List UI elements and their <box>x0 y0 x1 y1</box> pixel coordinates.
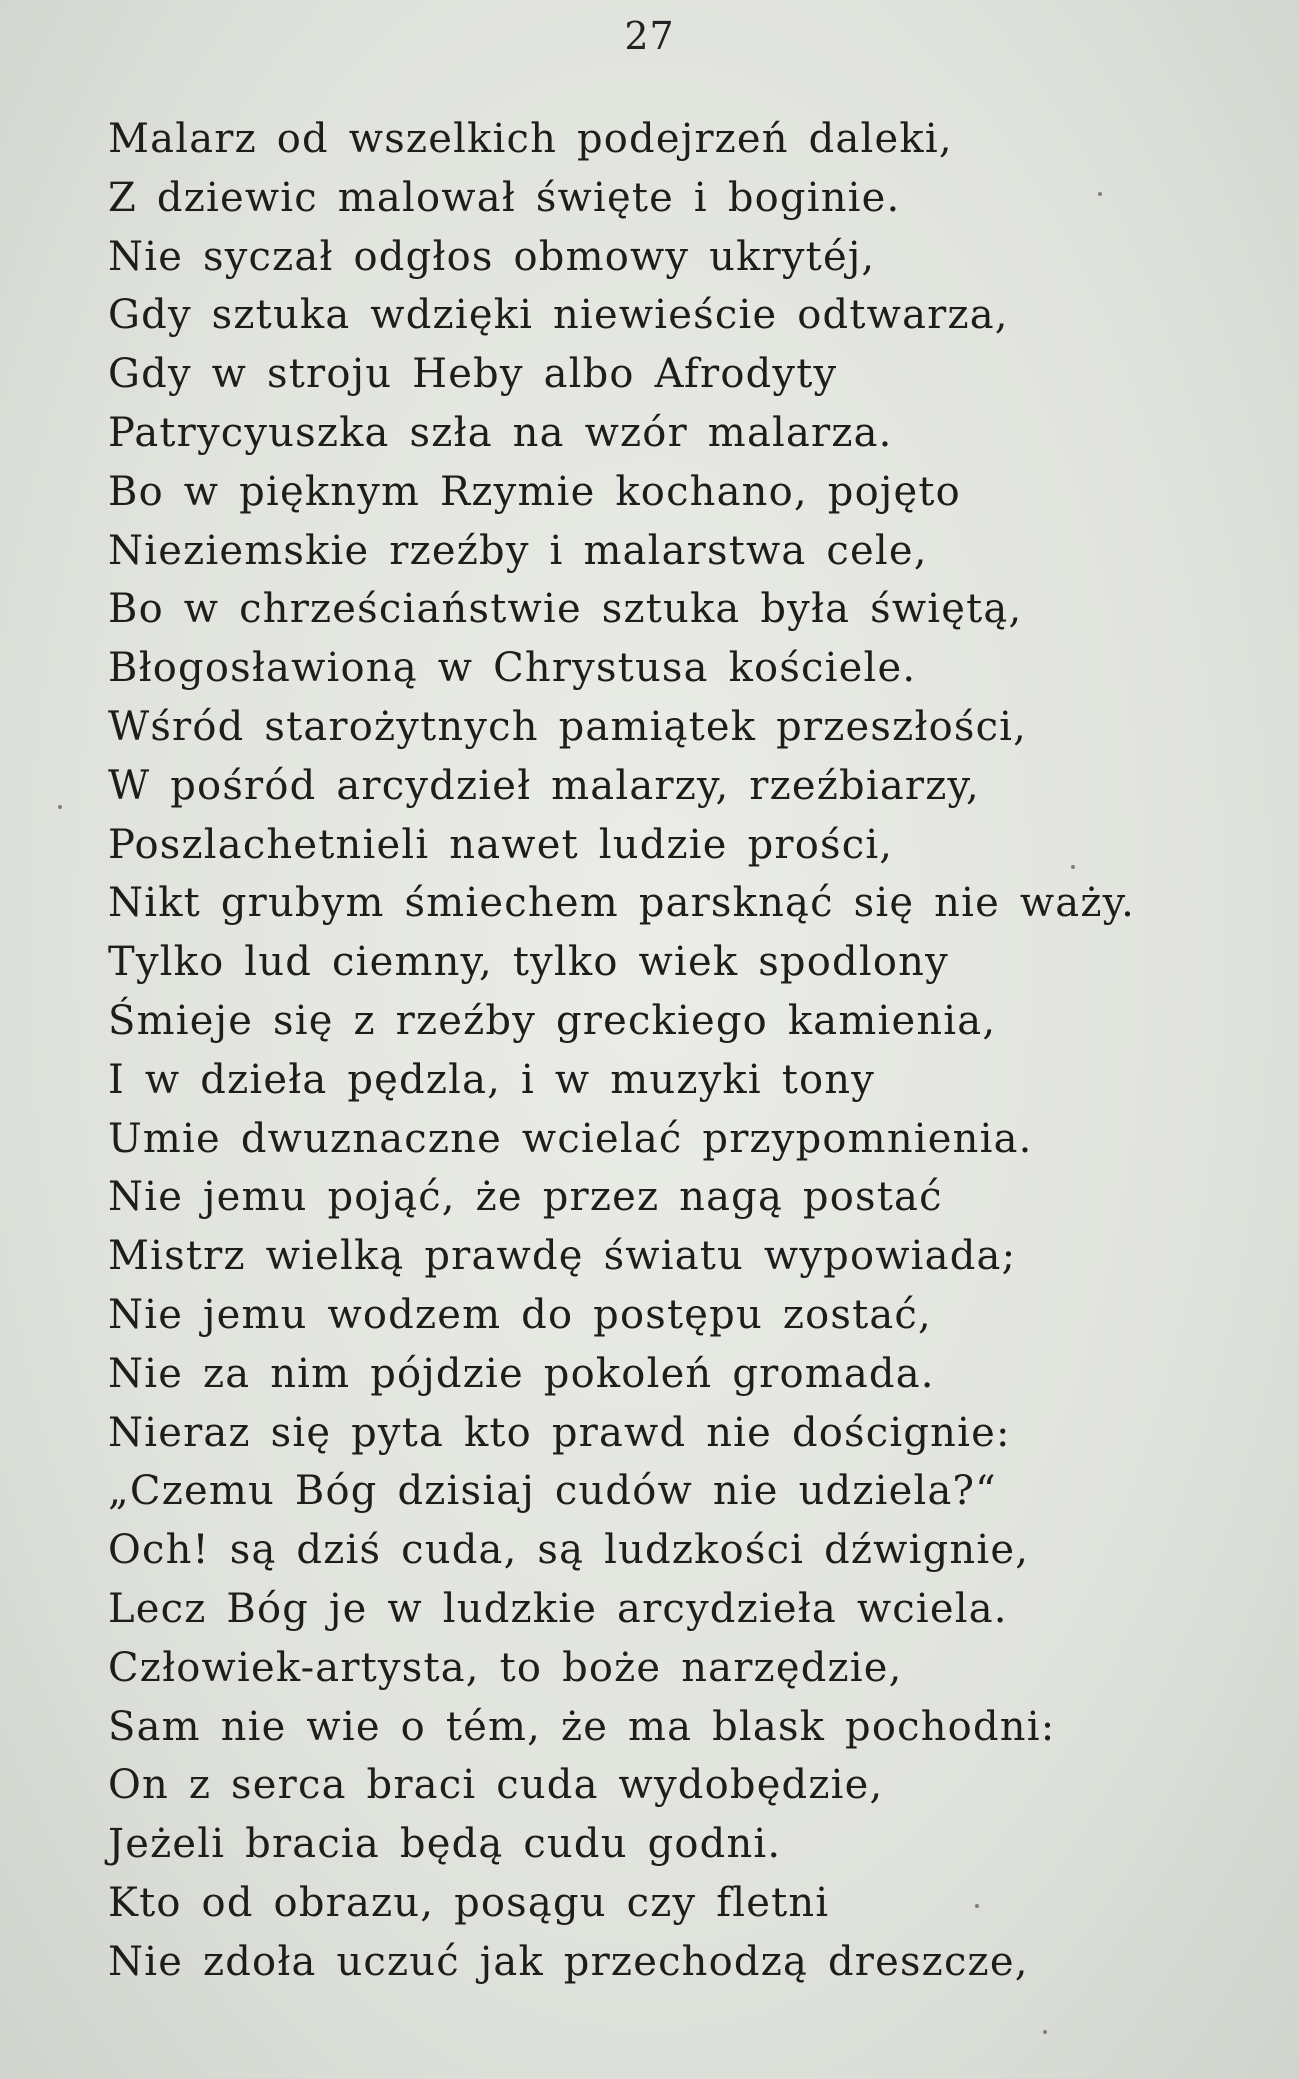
poem-line: Jeżeli bracia będą cudu godni. <box>108 1821 782 1868</box>
poem-line: Kto od obrazu, posągu czy fletni <box>108 1879 830 1926</box>
poem-line: Wśród starożytnych pamiątek przeszłości, <box>108 703 1028 750</box>
poem-line: Nie za nim pójdzie pokoleń gromada. <box>108 1350 935 1397</box>
poem-line: Człowiek-artysta, to boże narzędzie, <box>108 1644 903 1691</box>
poem-line: Malarz od wszelkich podejrzeń daleki, <box>108 116 953 162</box>
poem-line: Gdy w stroju Heby albo Afrodyty <box>108 351 838 398</box>
poem-line: Patrycyuszka szła na wzór malarza. <box>108 409 893 456</box>
poem-line: Umie dwuznaczne wcielać przypomnienia. <box>108 1115 1033 1162</box>
poem-line: Lecz Bóg je w ludzkie arcydzieła wciela. <box>108 1585 1008 1632</box>
poem-line: Tylko lud ciemny, tylko wiek spodlony <box>108 939 949 986</box>
poem-line: Błogosławioną w Chrystusa kościele. <box>108 645 917 692</box>
paper-speck <box>1043 2030 1047 2034</box>
paper-speck <box>1098 192 1102 196</box>
poem-line: Nieraz się pyta kto prawd nie doścignie: <box>108 1409 1011 1456</box>
paper-speck <box>975 1904 979 1908</box>
poem-line: Nie jemu pojąć, że przez nagą postać <box>108 1174 943 1221</box>
poem-line: Nikt grubym śmiechem parsknąć się nie waży. <box>108 880 1136 927</box>
poem-line: Mistrz wielką prawdę światu wypowiada; <box>108 1233 1017 1280</box>
poem-line: „Czemu Bóg dzisiaj cudów nie udziela?“ <box>108 1468 997 1515</box>
poem-line: Sam nie wie o tém, że ma blask pochodni: <box>108 1703 1056 1750</box>
poem-line: Nie syczał odgłos obmowy ukrytéj, <box>108 233 876 280</box>
page-number: 27 <box>624 14 675 58</box>
poem-line: I w dzieła pędzla, i w muzyki tony <box>108 1056 876 1103</box>
poem-line: On z serca braci cuda wydobędzie, <box>108 1762 884 1809</box>
poem-line: Poszlachetnieli nawet ludzie prości, <box>108 821 894 868</box>
poem-line: Z dziewic malował święte i boginie. <box>108 174 901 221</box>
poem-line: Nie zdoła uczuć jak przechodzą dreszcze, <box>108 1938 1029 1985</box>
poem-line: Bo w chrześciaństwie sztuka była świętą, <box>108 586 1023 633</box>
poem-line: W pośród arcydzieł malarzy, rzeźbiarzy, <box>108 762 980 809</box>
poem-line: Gdy sztuka wdzięki niewieście odtwarza, <box>108 292 1009 339</box>
poem-line: Och! są dziś cuda, są ludzkości dźwignie, <box>108 1527 1030 1574</box>
poem-text <box>108 110 1278 1992</box>
poem-line: Nieziemskie rzeźby i malarstwa cele, <box>108 527 928 574</box>
poem-line: Bo w pięknym Rzymie kochano, pojęto <box>108 468 961 515</box>
paper-speck <box>58 805 62 809</box>
poem-line: Nie jemu wodzem do postępu zostać, <box>108 1291 932 1338</box>
poem-line: Śmieje się z rzeźby greckiego kamienia, <box>108 997 997 1044</box>
paper-speck <box>1071 865 1075 869</box>
